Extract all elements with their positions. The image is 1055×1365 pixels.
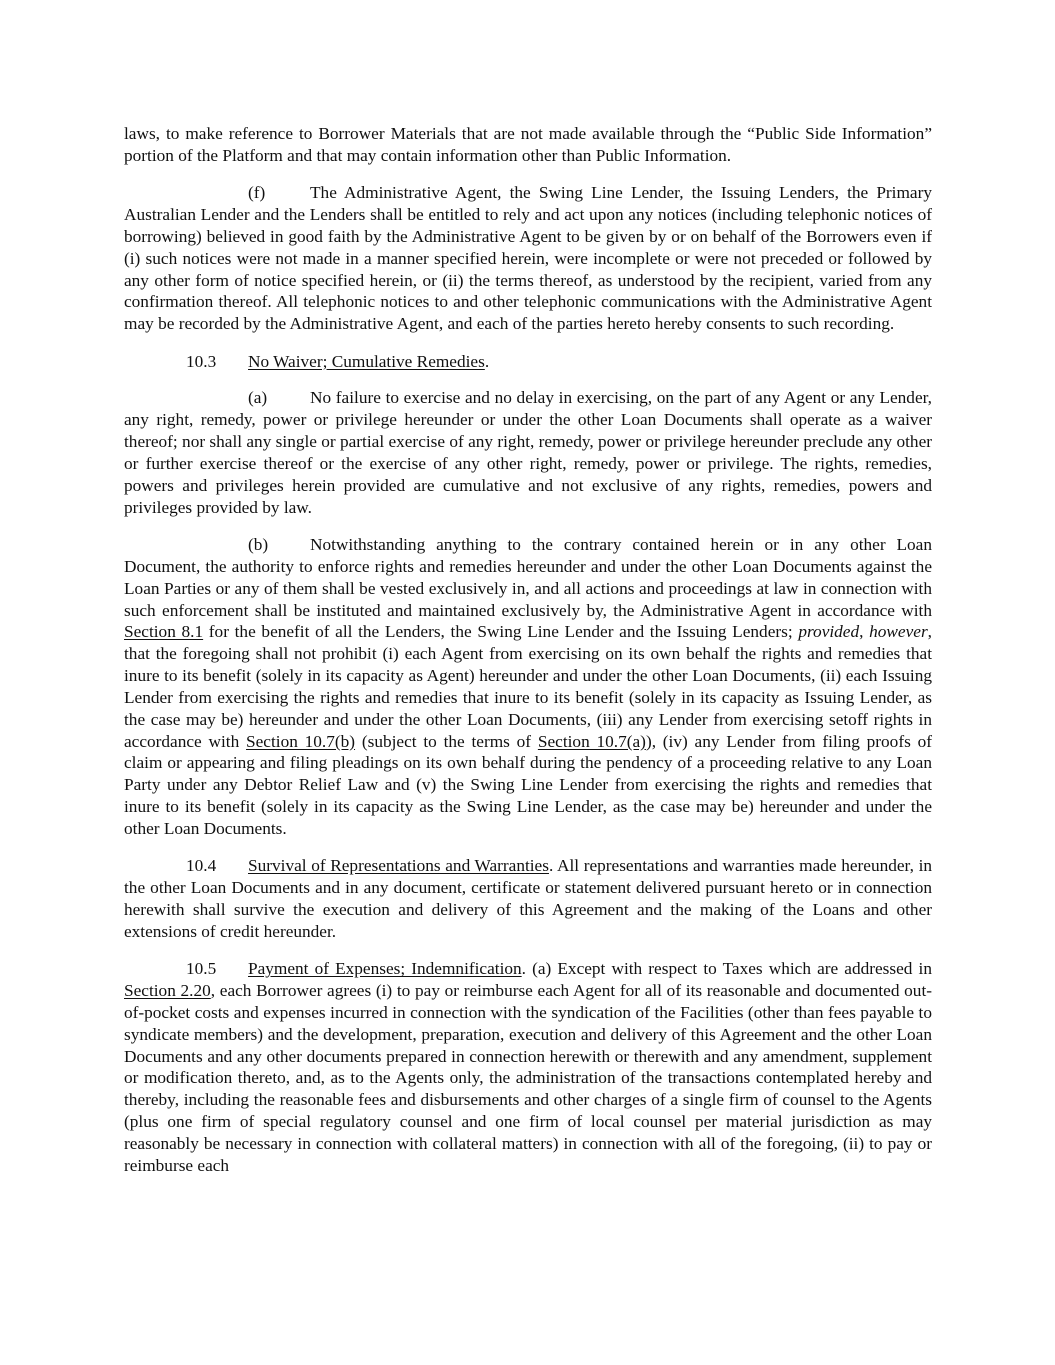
section-title: Survival of Representations and Warranties — [248, 856, 549, 876]
clause-text: Notwithstanding anything to the contrary contained herein or in any other Loan Document, the authority to enforce rights and remedies hereunder and under the other Loan Documents against the Loan Parties or any of them shall be vested exclusively in, and all actions and proceedings at law in connection with such enforcement shall be instituted and maintained exclusively by, the Administrative Agent in accordance with — [124, 535, 932, 620]
clause-text: , — [859, 622, 870, 642]
italic-term: provided — [798, 622, 860, 642]
clause-text: The Administrative Agent, the Swing Line Lender, the Issuing Lenders, the Primary Australian Lender and the Lenders shall be entitled to rely and act upon any notices (including telephonic notices of borrowing) believed in good faith by the Administrative Agent to be given by or on behalf of the Borrowers even if (i) such notices were not made in a manner specified herein, were incomplete or were not preceded or followed by any other form of notice specified herein, or (ii) the terms thereof, as understood by the recipient, varied from any confirmation thereof. All telephonic notices to and other telephonic communications with the Administrative Agent may be recorded by the Administrative Agent, and each of the parties hereto hereby consents to such recording. — [124, 183, 932, 334]
clause-text: No failure to exercise and no delay in exercising, on the part of any Agent or any Lender, any right, remedy, power or privilege hereunder or under the other Loan Documents shall operate as a waiver thereof; nor shall any single or partial exercise of any right, remedy, power or privilege hereunder preclude any other or further exercise thereof or the exercise of any other right, remedy, power or privilege. The rights, remedies, powers and privileges herein provided are cumulative and not exclusive of any rights, remedies, powers and privileges provided by law. — [124, 388, 932, 517]
section-text: , each Borrower agrees (i) to pay or reimburse each Agent for all of its reasonable and documented out-of-pocket costs and expenses incurred in connection with the syndication of the Facilities (other than fees payable to syndicate members) and the development, preparation, execution and delivery of this Agreement and the other Loan Documents and any other documents prepared in connection herewith or therewith and any amendment, supplement or modification thereto, and, as to the Agents only, the administration of the transactions contemplated hereby and thereby, including the reasonable fees and disbursements and other charges of a single firm of counsel to the Agents (plus one firm of special regulatory counsel and one firm of local counsel per material jurisdiction as may reasonably be necessary in connection with collateral matters) in connection with all of the foregoing, (ii) to pay or reimburse each — [124, 981, 932, 1175]
section-10-3-heading: 10.3 No Waiver; Cumulative Remedies. — [186, 351, 490, 371]
section-title: Payment of Expenses; Indemnification — [248, 959, 522, 979]
clause-text: ), (iv) any Lender from filing proofs of claim or appearing and filing pleadings on its own behalf during the pendency of a proceeding relative to any Loan Party under any Debtor Relief Law and (v) the Swing Line Lender from exercising the rights and remedies that inure to its benefit (solely in its capacity as the Swing Line Lender, as the case may be) hereunder and under the other Loan Documents. — [124, 731, 932, 838]
clause-number: (f) — [248, 183, 266, 203]
section-number: 10.3 — [186, 351, 217, 371]
clause-text: (subject to the terms of — [355, 731, 538, 751]
italic-term: however — [869, 622, 928, 642]
section-reference: Section 2.20 — [124, 981, 211, 1001]
section-10-4 — [124, 855, 932, 942]
paragraph-f — [124, 182, 932, 335]
paragraph-a — [124, 387, 932, 518]
document-page — [124, 123, 932, 1192]
section-text: . All representations and warranties made hereunder, in the other Loan Documents and in any document, certificate or statement delivered pursuant hereto or in connection herewith shall survive the execution and delivery of this Agreement and the making of the Loans and other extensions of credit hereunder. — [124, 856, 933, 941]
section-number: 10.4 — [186, 856, 217, 876]
section-reference: Section 8.1 — [124, 622, 204, 642]
paragraph-b — [124, 534, 932, 840]
clause-number: (b) — [248, 535, 269, 554]
clause-text: , that the foregoing shall not prohibit (i) each Agent from exercising on its own behalf the rights and remedies that inure to its benefit (solely in its capacity as Agent) hereunder and under the other Loan Documents, (ii) each Issuing Lender from exercising the rights and remedies that inure to its benefit (solely in its capacity as Issuing Lender, as the case may be) hereunder and under the other Loan Documents, (iii) any Lender from exercising setoff rights in accordance with — [124, 622, 932, 751]
paragraph-continuation: laws, to make reference to Borrower Materials that are not made available through the “Public Side Information” portion of the Platform and that may contain information other than Public Information. — [124, 124, 932, 165]
section-reference: Section 10.7(b) — [246, 731, 356, 751]
section-reference: Section 10.7(a) — [537, 731, 646, 751]
clause-text: for the benefit of all the Lenders, the Swing Line Lender and the Issuing Lenders; — [203, 622, 799, 642]
clause-number: (a) — [248, 388, 268, 408]
section-10-5 — [124, 958, 932, 1176]
section-title: No Waiver; Cumulative Remedies — [248, 351, 485, 371]
section-number: 10.5 — [186, 959, 217, 979]
section-text: . (a) Except with respect to Taxes which are addressed in — [521, 959, 932, 979]
